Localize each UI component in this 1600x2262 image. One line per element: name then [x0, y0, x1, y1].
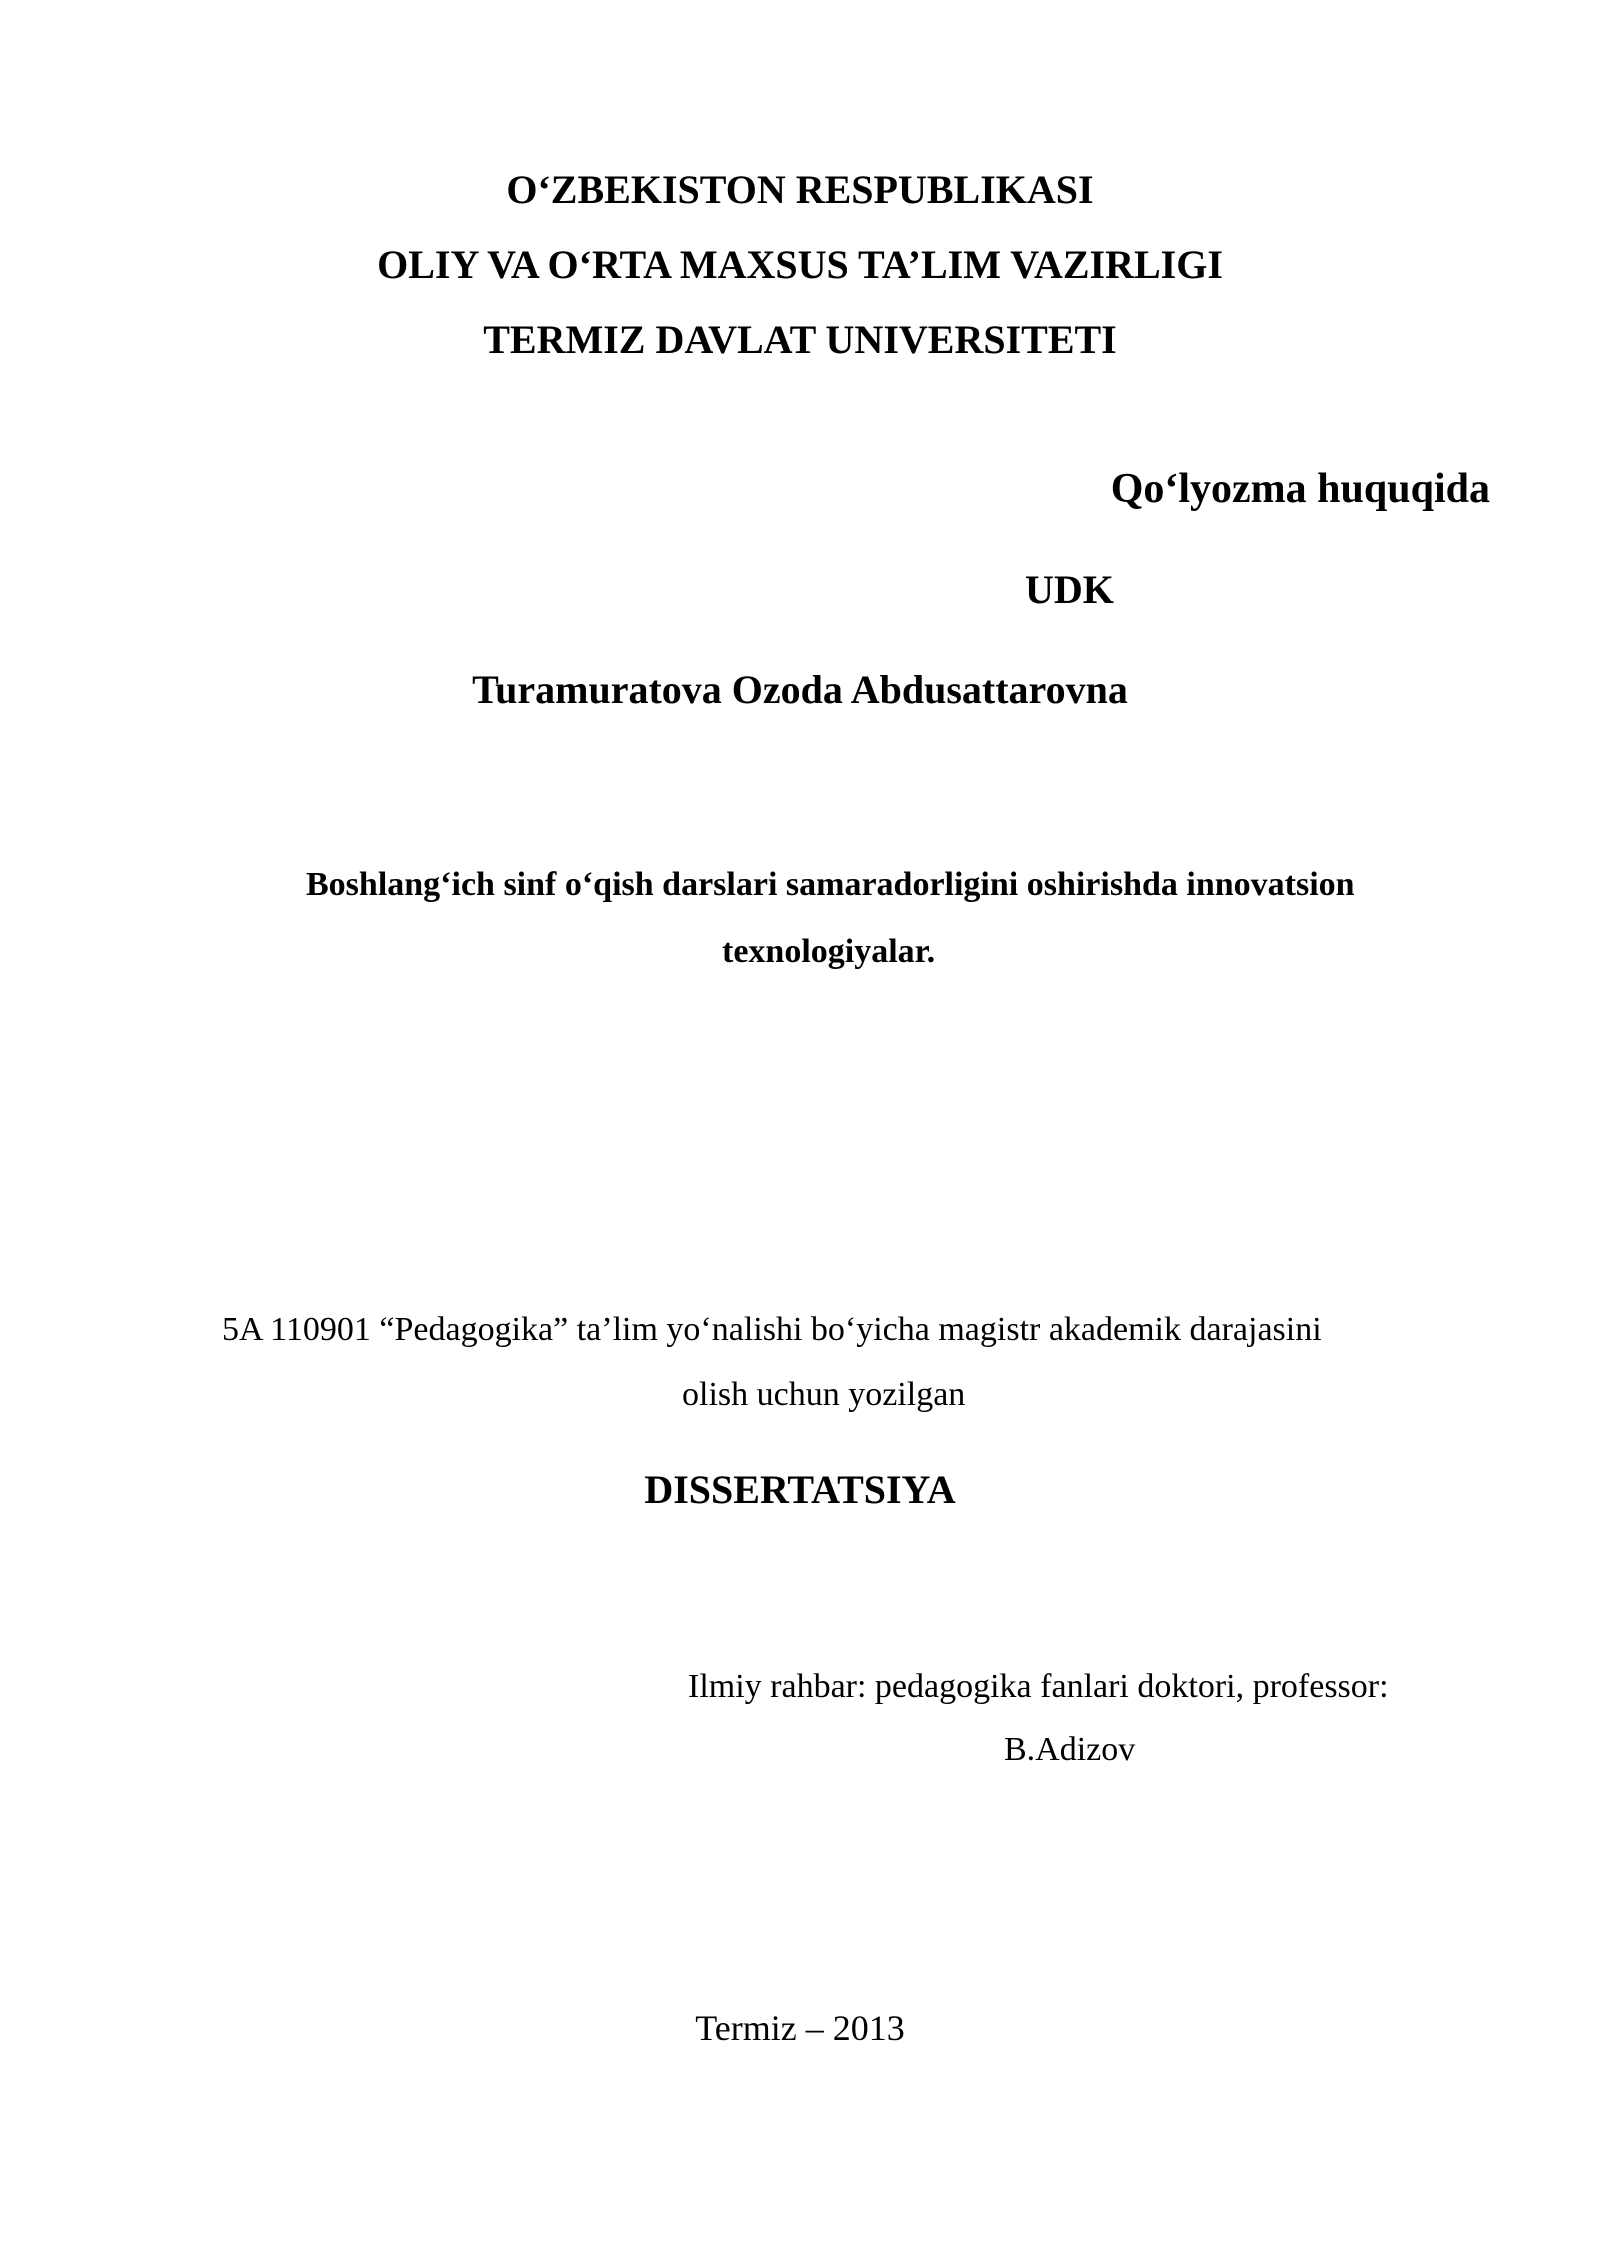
specialty-line-1: 5A 110901 “Pedagogika” ta’lim yo‘nalishi bo‘yicha magistr akademik darajasini	[222, 1311, 1322, 1348]
topic-line-1: Boshlang‘ich sinf o‘qish darslari samaradorligini oshirishda innovatsion	[306, 866, 1355, 903]
manuscript-note: Qo‘lyozma huquqida	[1110, 466, 1490, 512]
udk-label: UDK	[1025, 567, 1114, 612]
specialty-line-2: olish uchun yozilgan	[682, 1376, 966, 1413]
footer-place-year: Termiz – 2013	[695, 2008, 905, 2048]
header-ministry: OLIY VA O‘RTA MAXSUS TA’LIM VAZIRLIGI	[377, 242, 1223, 287]
advisor-name: B.Adizov	[1004, 1731, 1136, 1768]
advisor-line-1: Ilmiy rahbar: pedagogika fanlari doktori, professor:	[688, 1668, 1389, 1705]
topic-line-2: texnologiyalar.	[722, 933, 936, 970]
author-name: Turamuratova Ozoda Abdusattarovna	[472, 667, 1128, 712]
header-country: O‘ZBEKISTON RESPUBLIKASI	[506, 167, 1094, 212]
document-type: DISSERTATSIYA	[644, 1467, 956, 1512]
header-university: TERMIZ DAVLAT UNIVERSITETI	[483, 317, 1117, 362]
